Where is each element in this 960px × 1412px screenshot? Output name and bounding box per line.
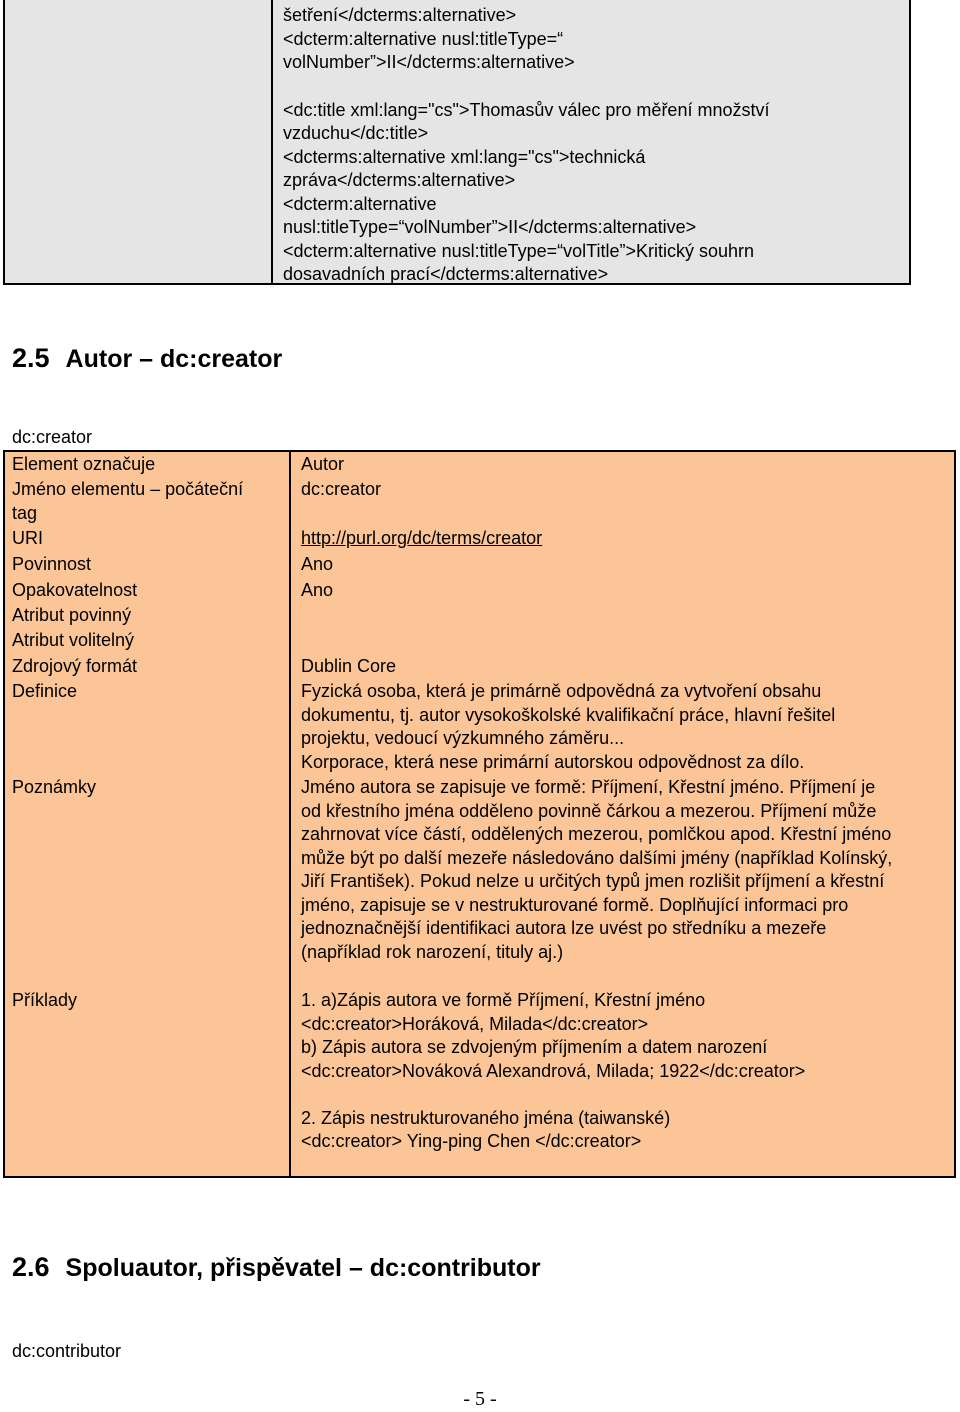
element-label: dc:contributor [12, 1341, 122, 1361]
fragment-left-column [5, 0, 273, 283]
code-line: volNumber”>II</dcterms:alternative> [283, 52, 575, 72]
notes-line: Jiří František). Pokud nelze u určitých typů jmen rozlišit příjmení a křestní [301, 871, 885, 891]
row-key: Opakovatelnost [12, 580, 138, 600]
properties-table [3, 450, 956, 1178]
row-key: Element označuje [12, 454, 156, 474]
row-value: Dublin Core [301, 656, 397, 676]
definition-line: projektu, vedoucí výzkumného záměru... [301, 728, 625, 748]
section-number: 2.5 [12, 343, 50, 373]
example-line: <dc:creator>Horáková, Milada</dc:creator> [301, 1013, 649, 1034]
notes-line: zahrnovat více částí, oddělených mezerou, pomlčkou apod. Křestní jméno [301, 824, 892, 844]
definition-line: Korporace, která nese primární autorskou odpovědnost za dílo. [301, 751, 805, 772]
row-key: Atribut volitelný [12, 630, 135, 650]
row-value [301, 527, 948, 551]
example-line: <dc:creator>Nováková Alexandrová, Milada; 1922</dc:creator> [301, 1060, 806, 1081]
row-value: Ano [301, 580, 334, 600]
row-key: URI [12, 528, 43, 548]
element-label: dc:creator [12, 427, 93, 447]
row-key: Poznámky [12, 777, 97, 797]
row-key: Zdrojový formát [12, 656, 138, 676]
code-line: vzduchu</dc:title> [283, 123, 429, 143]
notes-line: jméno, zapisuje se v nestrukturované formě. Doplňující informaci pro [301, 894, 849, 915]
row-key-line: tag [12, 502, 38, 523]
notes-line: od křestního jména odděleno povinně čárkou a mezerou. Příjmení může [301, 800, 877, 821]
row-key: Povinnost [12, 554, 92, 574]
example-line: b) Zápis autora se zdvojeným příjmením a datem narození [301, 1037, 768, 1057]
row-key-line: Jméno elementu – počáteční [12, 479, 244, 499]
row-key: Definice [12, 681, 78, 701]
code-line: <dcterm:alternative nusl:titleType=“ [283, 28, 564, 49]
code-line: <dc:title xml:lang="cs">Thomasův válec pro měření množství [283, 99, 770, 120]
example-line: 2. Zápis nestrukturovaného jména (taiwanské) [301, 1107, 671, 1128]
column-divider [289, 452, 291, 1176]
definition-line: dokumentu, tj. autor vysokoškolské kvalifikační práce, hlavní řešitel [301, 704, 836, 725]
row-key [12, 478, 282, 525]
example-line: 1. a)Zápis autora ve formě Příjmení, Křestní jméno [301, 990, 706, 1010]
row-value: Autor [301, 454, 345, 474]
code-line: zpráva</dcterms:alternative> [283, 170, 516, 190]
section-title: Autor – dc:creator [65, 345, 283, 373]
row-value [301, 989, 948, 1154]
row-key: Atribut povinný [12, 605, 132, 625]
code-line: <dcterms:alternative xml:lang="cs">technická [283, 146, 646, 167]
row-value: Ano [301, 554, 334, 574]
definition-line: Fyzická osoba, která je primárně odpovědná za vytvoření obsahu [301, 681, 822, 701]
code-line: nusl:titleType=“volNumber”>II</dcterms:alternative> [283, 217, 697, 237]
section-title: Spoluautor, přispěvatel – dc:contributor [65, 1254, 541, 1282]
section-heading [12, 1252, 541, 1283]
code-line: dosavadních prací</dcterms:alternative> [283, 264, 609, 284]
code-line: <dcterm:alternative [283, 193, 437, 214]
row-value [301, 776, 948, 964]
row-key: Příklady [12, 990, 78, 1010]
notes-line: jednoznačnější identifikaci autora lze uvést po středníku a mezeře [301, 918, 827, 938]
section-heading [12, 343, 282, 374]
page-number: - 5 - [463, 1388, 497, 1410]
notes-line: může být po další mezeře následováno dalšími jmény (například Kolínský, [301, 847, 893, 868]
example-line: <dc:creator> Ying-ping Chen </dc:creator> [301, 1131, 642, 1151]
uri-link[interactable]: http://purl.org/dc/terms/creator [301, 528, 543, 548]
fragment-right-column [275, 0, 909, 283]
row-value: dc:creator [301, 479, 382, 499]
code-line: šetření</dcterms:alternative> [283, 5, 517, 25]
notes-line: (například rok narození, tituly aj.) [301, 941, 564, 962]
notes-line: Jméno autora se zapisuje ve formě: Příjmení, Křestní jméno. Příjmení je [301, 777, 876, 797]
row-value [301, 680, 948, 774]
section-number: 2.6 [12, 1252, 50, 1282]
previous-table-fragment [3, 0, 911, 285]
code-line: <dcterm:alternative nusl:titleType=“volTitle”>Kritický souhrn [283, 240, 755, 261]
